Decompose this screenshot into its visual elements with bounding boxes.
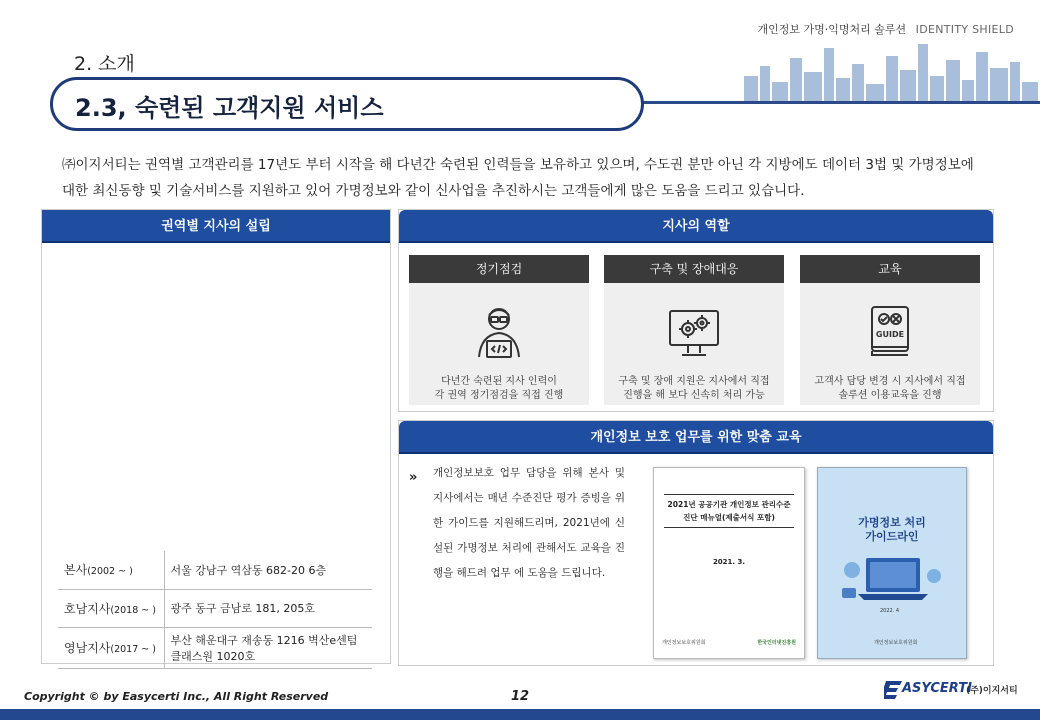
title-underline (640, 101, 1040, 104)
intro-line-2: 대한 최신동향 및 기술서비스를 지원하고 있어 가명정보와 같이 신사업을 추진하시는 고객들에게 많은 도움을 드리고 있습니다. (62, 183, 805, 199)
roles-header: 지사의 역할 (399, 210, 993, 243)
laptop-illustration-icon (838, 550, 948, 610)
role-card-inspection (409, 255, 589, 405)
product-name-en: IDENTITY SHIELD (915, 23, 1014, 36)
intro-line-1: ㈜이지서티는 권역별 고객관리를 17년도 부터 시작을 해 다년간 숙련된 인력들을 보유하고 있으며, 수도권 분만 아닌 각 지방에도 데이터 3법 및 가명정보에 (62, 157, 974, 173)
roles-panel (398, 209, 994, 412)
branch-address: 부산 해운대구 재송동 1216 벽산e센텀 클래스원 1020호 (164, 627, 372, 668)
logo-text: ASYCERTI (902, 681, 972, 696)
education-header: 개인정보 보호 업무를 위한 맞춤 교육 (399, 421, 993, 454)
branches-panel (41, 209, 391, 664)
guide-book-icon (860, 301, 920, 361)
education-text: 개인정보보호 업무 담당을 위해 본사 및 지사에서는 매년 수준진단 평가 증빙을 위한 가이드를 지원해드리며, 2021년에 신설된 가명정보 처리에 관해서도 교육을 진행을 해드려 업무 에 도움을 드립니다. (433, 467, 625, 579)
role-desc: 다년간 숙련된 지사 인력이 각 권역 정기점검을 직접 진행 (434, 376, 564, 401)
role-card-build-support (604, 255, 784, 405)
copyright-text: Copyright © by Easycerti Inc., All Right Reserved (24, 690, 329, 703)
book-date: 2022. 4 (880, 608, 900, 614)
section-subtitle: 2. 소개 (74, 53, 135, 75)
role-title: 구축 및 장애대응 (604, 255, 784, 283)
role-title: 교육 (800, 255, 980, 283)
branch-address: 광주 동구 금남로 181, 205호 (164, 589, 372, 627)
branch-name: 본사(2002 ~ ) (58, 551, 164, 589)
book-cover-guideline (817, 467, 967, 659)
role-card-education (800, 255, 980, 405)
branch-name: 호남지사(2018 ~ ) (58, 589, 164, 627)
branches-header: 권역별 지사의 설립 (42, 210, 390, 243)
page-title: 2.3, 숙련된 고객지원 서비스 (75, 94, 384, 122)
double-chevron-icon: » (409, 470, 418, 485)
book-title: 가명정보 처리 가이드라인 (858, 516, 926, 543)
table-row (58, 551, 372, 589)
role-title: 정기점검 (409, 255, 589, 283)
book-title: 2021년 공공기관 개인정보 관리수준 진단 매뉴얼(제출서식 포함) (664, 494, 794, 528)
intro-paragraph (62, 152, 1002, 204)
header-tagline (758, 21, 1014, 37)
svg-text:GUIDE: GUIDE (875, 330, 905, 339)
product-tagline: 개인정보 가명·익명처리 솔루션 (757, 23, 907, 36)
role-desc: 구축 및 장애 지원은 지사에서 직접 진행을 해 보다 신속히 처리 가능 (618, 376, 770, 401)
company-logo (884, 676, 1024, 700)
role-desc: 고객사 담당 변경 시 지사에서 직접 솔루션 이용교육을 진행 (814, 376, 966, 401)
branch-name: 영남지사(2017 ~ ) (58, 627, 164, 668)
education-panel (398, 420, 994, 666)
book-org: 개인정보보호위원회 (662, 640, 706, 646)
city-skyline-decoration (740, 38, 1040, 104)
book-cover-manual (653, 467, 805, 659)
page-number: 12 (511, 689, 530, 704)
section-title-pill (50, 77, 644, 131)
table-row (58, 589, 372, 627)
book-org: 개인정보보호위원회 (874, 640, 918, 646)
book-org-kisa: 한국인터넷진흥원 (757, 640, 796, 646)
logo-korean: (주)이지서티 (966, 686, 1018, 696)
book-date: 2021. 3. (712, 558, 746, 566)
bottom-bar (0, 709, 1040, 720)
branches-table (58, 551, 372, 669)
table-row (58, 627, 372, 668)
developer-icon (469, 301, 529, 361)
branch-address: 서울 강남구 역삼동 682-20 6층 (164, 551, 372, 589)
monitor-gears-icon (664, 301, 724, 361)
